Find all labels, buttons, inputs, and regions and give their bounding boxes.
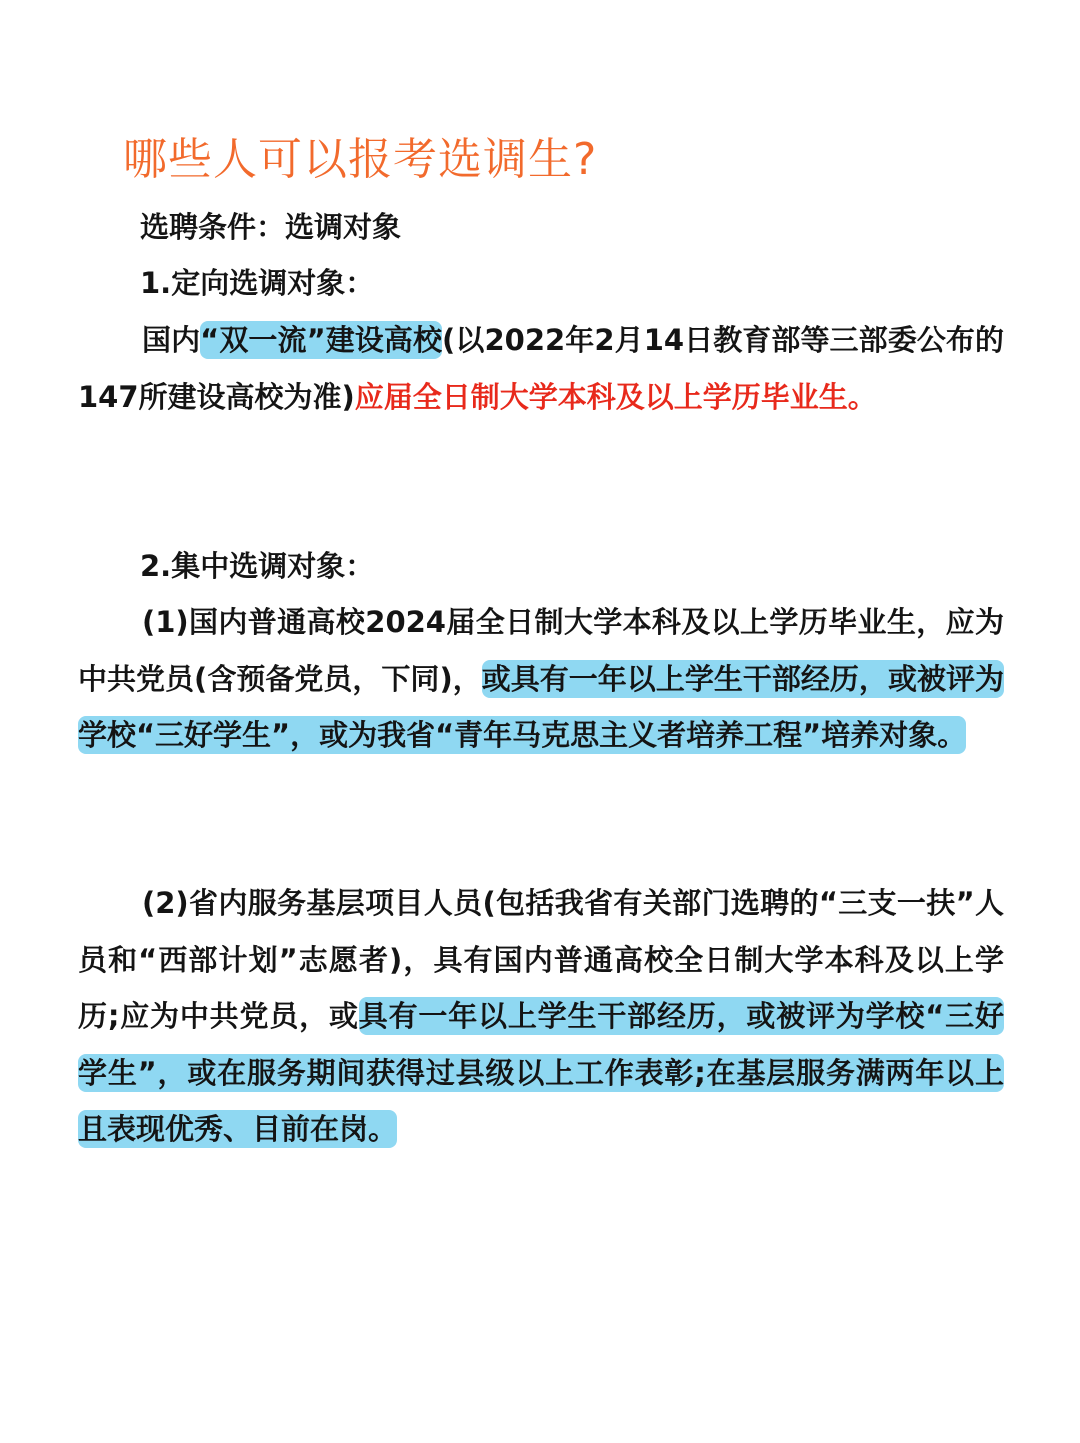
section1-heading: 1.定向选调对象：	[140, 266, 375, 300]
section1-paragraph	[78, 312, 1004, 425]
section1-prefix: 国内	[142, 323, 201, 357]
section2-item2	[78, 875, 1004, 1158]
item2-text: (2)省内服务基层项目人员(包括我省有关部门选聘的“三支一扶”人员和“西部计划”志愿者)，具有国内普通高校全日制大学本科及以上学历;应为中共党员，或	[78, 886, 1004, 1033]
section1-middle: (以2022年2月14日教育部等三部委公布的147所建设高校为准)	[78, 323, 1004, 414]
item1-highlight: 或具有一年以上学生干部经历，或被评为学校“三好学生”，或为我省“青年马克思主义者培养工程”培养对象。	[78, 661, 1004, 752]
item2-highlight: 具有一年以上学生干部经历，或被评为学校“三好学生”，或在服务期间获得过县级以上工作表彰;在基层服务满两年以上且表现优秀、目前在岗。	[78, 999, 1004, 1146]
section1-red-text: 应届全日制大学本科及以上学历毕业生。	[354, 379, 877, 414]
item1-text: (1)国内普通高校2024届全日制大学本科及以上学历毕业生，应为中共党员(含预备党员，下同)，	[78, 605, 1004, 696]
section2-item1	[78, 594, 1004, 764]
conditions-heading: 选聘条件：选调对象	[140, 210, 402, 244]
page-title: 哪些人可以报考选调生?	[123, 134, 598, 185]
section1-highlight: “双一流”建设高校	[200, 323, 443, 357]
section2-heading: 2.集中选调对象：	[140, 549, 375, 583]
